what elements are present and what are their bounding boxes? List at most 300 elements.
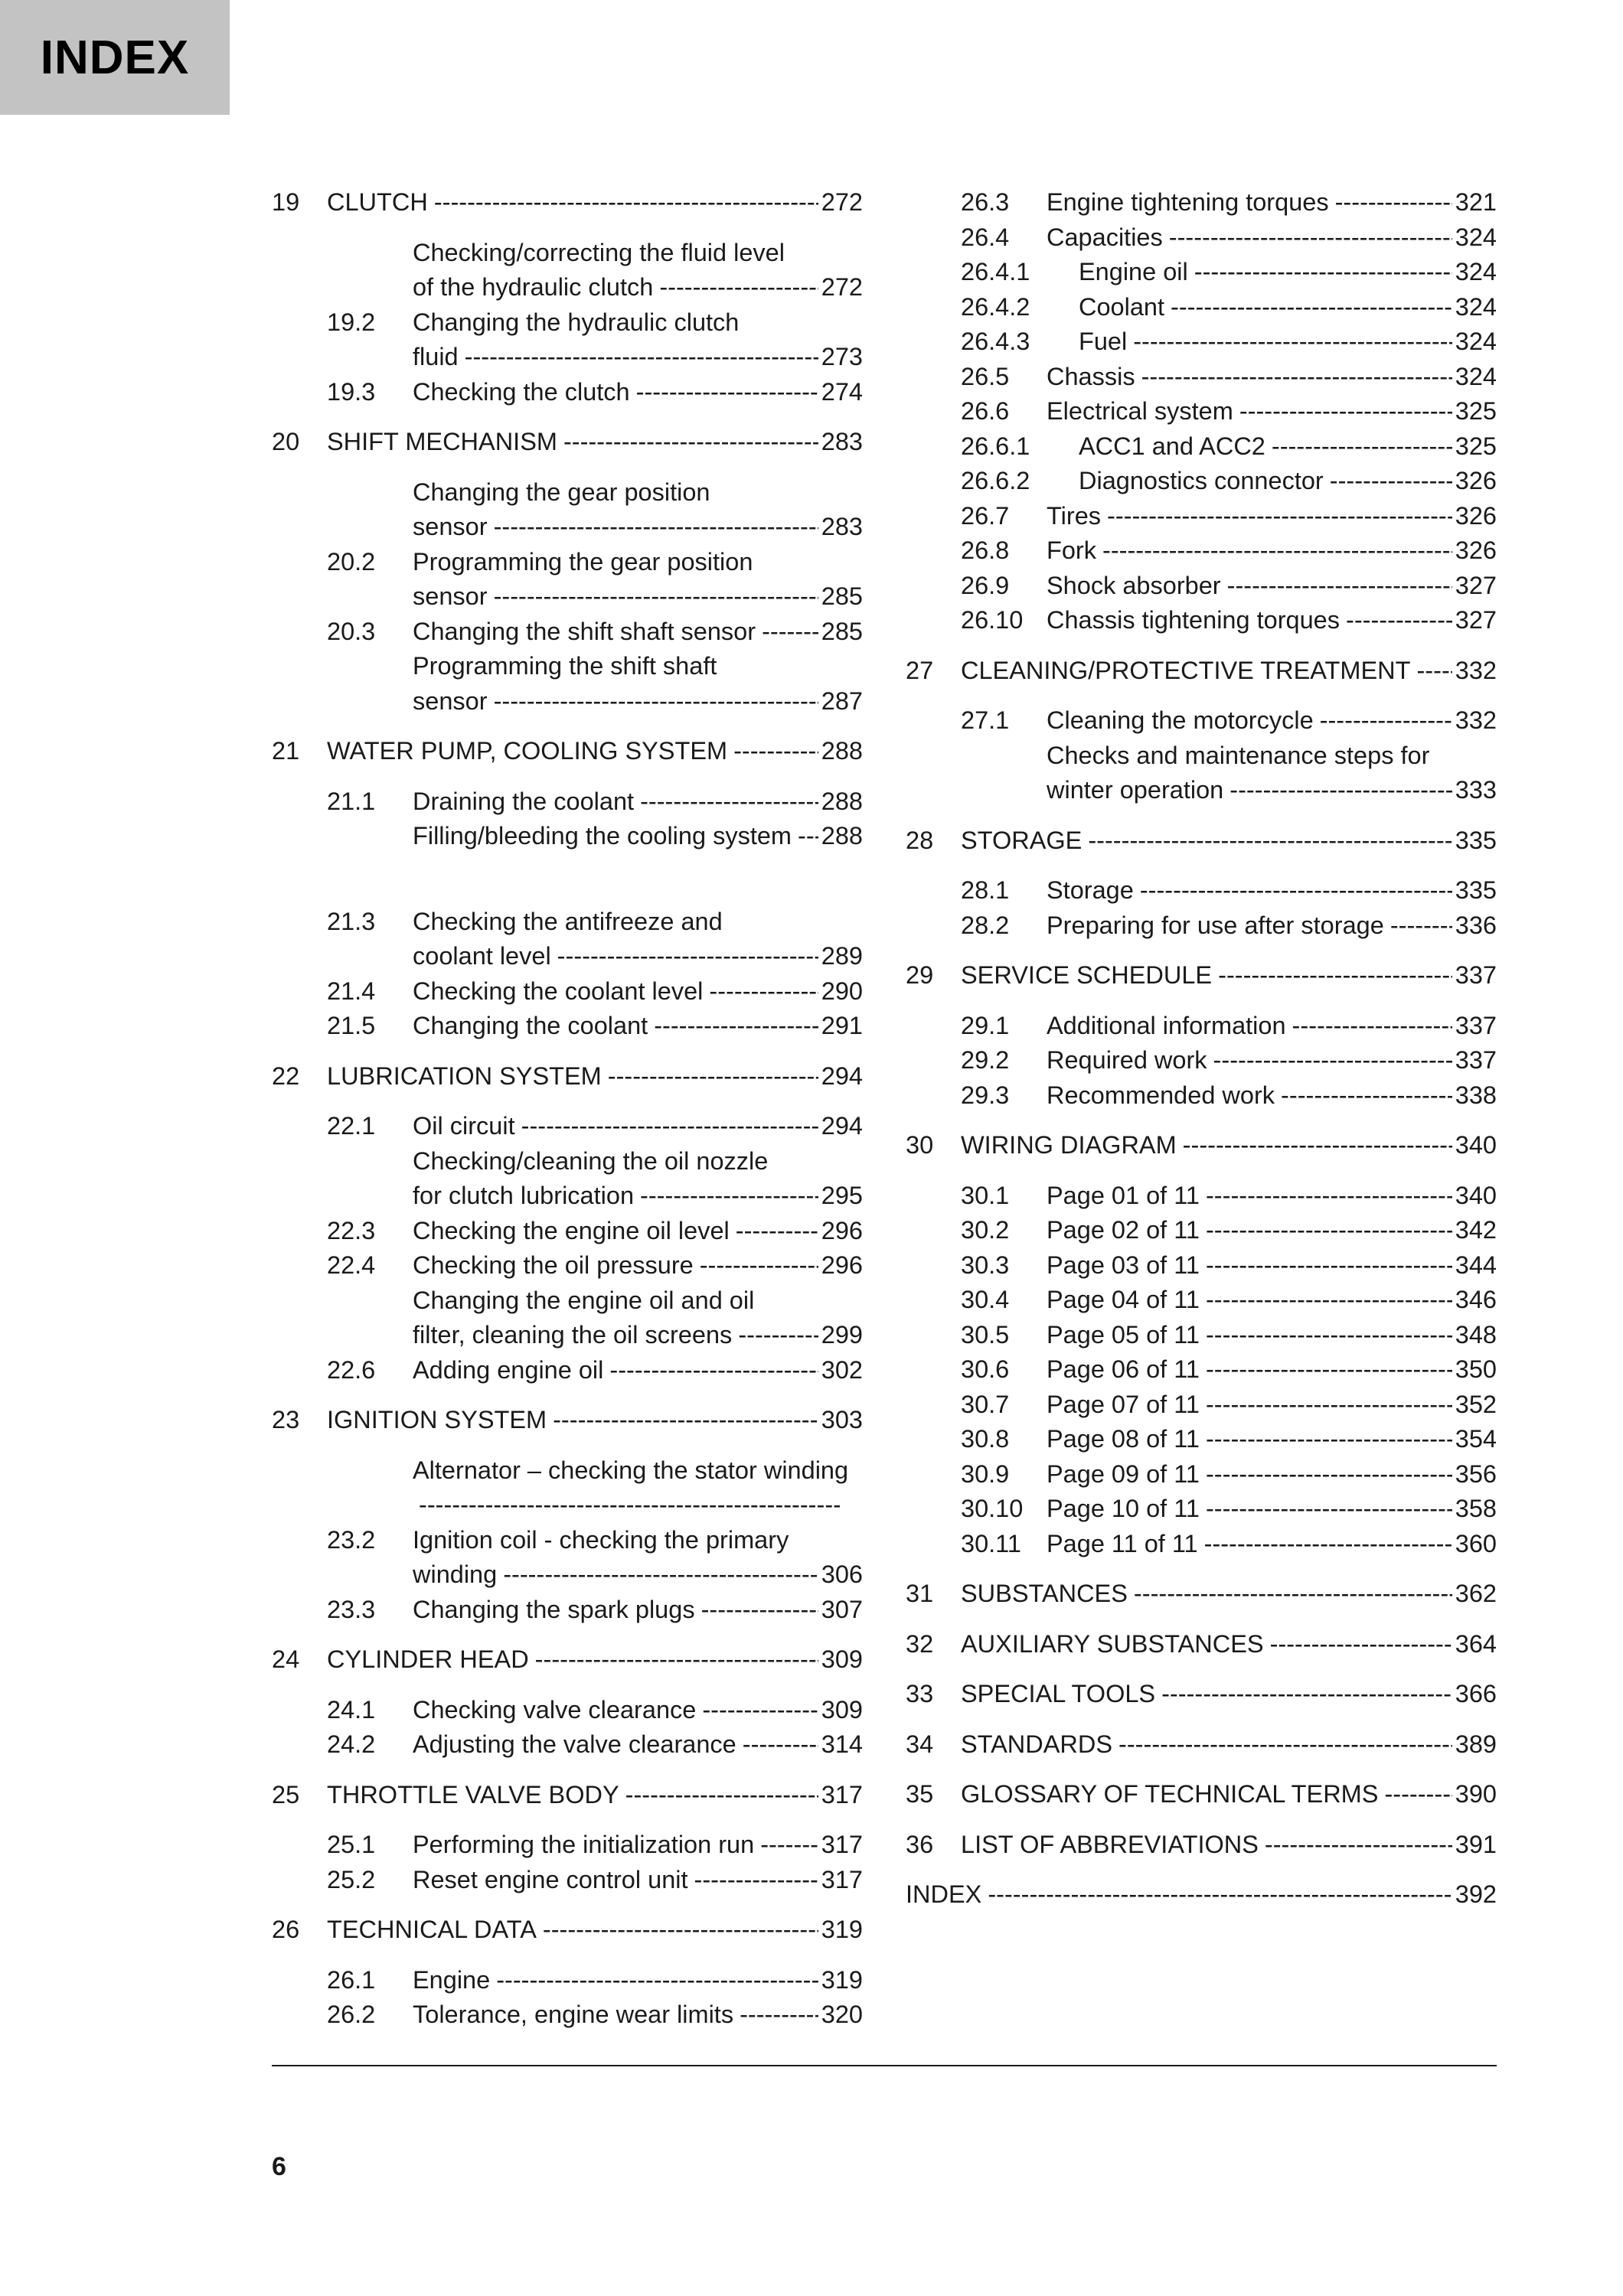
toc-section-entry[interactable] — [906, 290, 1497, 325]
toc-chapter-entry[interactable] — [906, 1877, 1497, 1913]
toc-section-entry[interactable] — [272, 305, 863, 375]
toc-entry-line — [272, 425, 863, 460]
toc-entry-number: 30.3 — [961, 1251, 1010, 1279]
toc-chapter-entry[interactable] — [272, 1059, 863, 1094]
toc-dot-leader — [1281, 1078, 1452, 1114]
toc-section-entry[interactable] — [906, 1457, 1497, 1492]
toc-page-number: 285 — [821, 582, 863, 610]
toc-dot-leader — [1272, 429, 1452, 465]
toc-section-entry[interactable] — [272, 649, 863, 719]
toc-section-entry[interactable] — [906, 1248, 1497, 1283]
toc-page-number: 283 — [821, 513, 863, 540]
toc-section-entry[interactable] — [272, 1453, 863, 1523]
toc-entry-title: Page 11 of 11 — [1047, 1529, 1198, 1557]
toc-section-entry[interactable] — [906, 873, 1497, 908]
toc-entry-number: 25.1 — [327, 1831, 376, 1858]
toc-dot-leader — [701, 1593, 818, 1628]
toc-entry-number: 26.4 — [961, 223, 1010, 251]
toc-page-number: 314 — [821, 1730, 863, 1758]
toc-entry-number: 21.1 — [327, 787, 376, 815]
toc-section-entry[interactable] — [906, 1283, 1497, 1318]
toc-entry-number: 26 — [272, 1916, 300, 1943]
toc-entry-number: 35 — [906, 1780, 934, 1808]
toc-entry-number: 22 — [272, 1062, 300, 1090]
page-number: 6 — [272, 2152, 286, 2181]
toc-dot-leader — [1088, 823, 1452, 859]
toc-entry-number: 30.4 — [961, 1286, 1010, 1313]
toc-entry-title: Checking the engine oil level — [413, 1216, 730, 1244]
toc-dot-leader — [640, 1179, 818, 1214]
toc-page-number: 356 — [1455, 1459, 1497, 1488]
toc-left-column — [272, 185, 863, 2033]
toc-entry-line — [272, 1179, 863, 1214]
toc-entry-number: 32 — [906, 1629, 934, 1658]
toc-entry-line — [272, 236, 863, 271]
toc-chapter-entry[interactable] — [906, 1677, 1497, 1712]
toc-dot-leader — [625, 1778, 818, 1813]
toc-entry-number: 30.11 — [961, 1529, 1021, 1557]
toc-section-entry[interactable] — [272, 1963, 863, 1998]
toc-section-entry[interactable] — [906, 1492, 1497, 1527]
toc-entry-number: 19.3 — [327, 377, 376, 406]
toc-dot-leader — [521, 1109, 818, 1144]
toc-section-entry[interactable] — [272, 1593, 863, 1628]
toc-dot-leader — [1206, 1388, 1452, 1423]
toc-entry-title: Changing the engine oil and oil — [413, 1286, 755, 1314]
toc-entry-number: 21.4 — [327, 977, 376, 1005]
toc-dot-leader — [1206, 1213, 1452, 1248]
toc-entry-title: Chassis tightening torques — [1047, 606, 1341, 634]
toc-chapter-entry[interactable] — [906, 1128, 1497, 1163]
toc-section-entry[interactable] — [272, 1828, 863, 1863]
toc-entry-number: 36 — [906, 1830, 934, 1858]
toc-section-entry[interactable] — [272, 1523, 863, 1593]
toc-entry-number: 22.1 — [327, 1112, 376, 1140]
toc-entry-title: CLEANING/PROTECTIVE TREATMENT — [961, 656, 1411, 684]
toc-entry-line — [272, 1488, 863, 1523]
toc-section-entry[interactable] — [272, 1863, 863, 1898]
toc-dot-leader — [1218, 958, 1452, 993]
toc-dot-leader — [743, 1727, 818, 1763]
toc-entry-title: Programming the gear position — [413, 547, 753, 576]
toc-entry-number: 30.6 — [961, 1355, 1010, 1383]
toc-page-number: 354 — [1455, 1425, 1497, 1453]
toc-page-number: 348 — [1455, 1320, 1497, 1349]
toc-entry-title: of the hydraulic clutch — [413, 273, 654, 301]
toc-page-number: 288 — [821, 787, 863, 815]
toc-entry-line — [272, 939, 863, 974]
toc-dot-leader — [636, 375, 818, 410]
toc-section-entry[interactable] — [272, 236, 863, 305]
toc-dot-leader — [740, 1998, 818, 2033]
toc-page-number: 366 — [1455, 1680, 1497, 1707]
toc-page-number: 294 — [821, 1112, 863, 1140]
toc-entry-title: Checks and maintenance steps for — [1047, 741, 1430, 769]
toc-entry-line — [906, 1777, 1497, 1812]
toc-page-number: 274 — [821, 377, 863, 406]
toc-entry-line — [272, 510, 863, 545]
footer-divider — [272, 2065, 1497, 2066]
toc-dot-leader — [1390, 908, 1452, 944]
toc-entry-line — [906, 1627, 1497, 1662]
toc-page-number: 324 — [1455, 328, 1497, 355]
toc-dot-leader — [709, 974, 818, 1009]
toc-entry-title: Engine tightening torques — [1047, 188, 1329, 216]
toc-dot-leader — [1183, 1128, 1452, 1163]
toc-page-number: 362 — [1455, 1580, 1497, 1607]
toc-section-entry[interactable] — [906, 1527, 1497, 1562]
toc-entry-title: Adding engine oil — [413, 1355, 604, 1384]
toc-chapter-entry[interactable] — [906, 1627, 1497, 1662]
toc-section-entry[interactable] — [906, 1009, 1497, 1044]
toc-entry-title: Tolerance, engine wear limits — [413, 2001, 734, 2028]
toc-entry-title: Changing the shift shaft sensor — [413, 617, 756, 645]
toc-section-entry[interactable] — [906, 1422, 1497, 1457]
toc-chapter-entry[interactable] — [906, 1727, 1497, 1763]
toc-entry-title: Engine — [413, 1965, 491, 1994]
toc-section-entry[interactable] — [906, 1352, 1497, 1388]
toc-chapter-entry[interactable] — [272, 1403, 863, 1438]
toc-dot-leader — [1206, 1318, 1452, 1353]
toc-dot-leader — [1206, 1457, 1452, 1492]
toc-section-entry[interactable] — [906, 1078, 1497, 1114]
toc-entry-number: 30.9 — [961, 1459, 1010, 1488]
toc-page-number: 320 — [821, 2001, 863, 2028]
toc-section-entry[interactable] — [272, 1144, 863, 1214]
toc-entry-title: Coolant — [1079, 292, 1165, 321]
toc-chapter-entry[interactable] — [272, 1778, 863, 1813]
toc-dot-leader — [1206, 1422, 1452, 1457]
toc-section-entry[interactable] — [906, 569, 1497, 604]
toc-page-number: 337 — [1455, 1046, 1497, 1074]
toc-entry-number: 24.1 — [327, 1695, 376, 1724]
toc-entry-title: winter operation — [1047, 776, 1224, 804]
toc-entry-number: 20 — [272, 428, 300, 455]
toc-page-number: 340 — [1455, 1181, 1497, 1209]
toc-chapter-entry[interactable] — [906, 654, 1497, 689]
toc-entry-title: Page 06 of 11 — [1047, 1355, 1200, 1383]
toc-entry-number: 28.2 — [961, 911, 1010, 939]
toc-entry-number: 21.5 — [327, 1012, 376, 1039]
toc-chapter-entry[interactable] — [272, 1642, 863, 1678]
toc-dot-leader — [1107, 499, 1452, 534]
toc-section-entry[interactable] — [272, 974, 863, 1009]
toc-entry-line — [272, 649, 863, 684]
toc-entry-number: 22.4 — [327, 1251, 376, 1279]
toc-page-number: 350 — [1455, 1355, 1497, 1383]
toc-dot-leader — [1206, 1352, 1452, 1388]
toc-entry-number: 24 — [272, 1645, 300, 1673]
toc-entry-line — [272, 1778, 863, 1813]
toc-section-entry[interactable] — [272, 375, 863, 410]
toc-section-entry[interactable] — [272, 1727, 863, 1763]
toc-entry-title: LUBRICATION SYSTEM — [327, 1062, 602, 1090]
toc-dot-leader — [1335, 185, 1452, 220]
toc-entry-number: 26.7 — [961, 501, 1010, 530]
toc-entry-title: Recommended work — [1047, 1081, 1275, 1109]
toc-section-entry[interactable] — [272, 615, 863, 650]
toc-entry-number: 28.1 — [961, 876, 1010, 904]
toc-page-number: 273 — [821, 343, 863, 370]
toc-dot-leader — [1213, 1043, 1452, 1078]
toc-entry-title: Capacities — [1047, 223, 1163, 251]
toc-entry-title: SUBSTANCES — [961, 1580, 1128, 1607]
toc-dot-leader — [434, 185, 818, 220]
toc-page-number: 283 — [821, 428, 863, 455]
toc-section-entry[interactable] — [272, 819, 863, 854]
toc-entry-title: Programming the shift shaft — [413, 652, 717, 680]
toc-dot-leader — [543, 1913, 818, 1948]
toc-dot-leader — [694, 1863, 818, 1898]
toc-entry-line — [272, 1453, 863, 1489]
toc-page-number: 327 — [1455, 606, 1497, 634]
toc-dot-leader — [1416, 654, 1452, 689]
toc-page-number: 324 — [1455, 258, 1497, 285]
toc-dot-leader — [465, 340, 818, 375]
toc-section-entry[interactable] — [272, 1109, 863, 1144]
toc-section-entry[interactable] — [906, 1213, 1497, 1248]
toc-entry-title: Changing the coolant — [413, 1012, 648, 1039]
toc-section-entry[interactable] — [906, 739, 1497, 808]
toc-dot-leader — [733, 734, 818, 769]
toc-entry-title: Shock absorber — [1047, 571, 1221, 599]
toc-entry-title: Ignition coil - checking the primary — [413, 1525, 789, 1554]
toc-page-number: 309 — [821, 1695, 863, 1724]
toc-page-number: 319 — [821, 1965, 863, 1994]
toc-page-number: 285 — [821, 617, 863, 645]
toc-entry-number: 19 — [272, 188, 300, 216]
toc-entry-number: 25.2 — [327, 1865, 376, 1893]
toc-section-entry[interactable] — [906, 325, 1497, 360]
toc-entry-number: 27 — [906, 656, 934, 684]
toc-section-entry[interactable] — [906, 255, 1497, 290]
toc-page-number: 358 — [1455, 1495, 1497, 1522]
toc-entry-number: 34 — [906, 1730, 934, 1758]
toc-chapter-entry[interactable] — [272, 185, 863, 220]
toc-chapter-entry[interactable] — [272, 1913, 863, 1948]
toc-entry-line — [272, 684, 863, 719]
toc-entry-title: CLUTCH — [327, 188, 428, 216]
toc-entry-number: 24.2 — [327, 1730, 376, 1758]
toc-chapter-entry[interactable] — [906, 1777, 1497, 1812]
toc-section-entry[interactable] — [906, 220, 1497, 256]
toc-entry-title: GLOSSARY OF TECHNICAL TERMS — [961, 1780, 1379, 1808]
toc-dot-leader — [798, 819, 818, 854]
toc-section-entry[interactable] — [906, 533, 1497, 569]
toc-section-entry[interactable] — [272, 1214, 863, 1249]
toc-entry-number: 21 — [272, 737, 300, 765]
toc-dot-leader — [608, 1059, 818, 1094]
toc-page-number: 325 — [1455, 397, 1497, 425]
toc-entry-line — [906, 958, 1497, 993]
toc-dot-leader — [494, 579, 818, 615]
toc-entry-number: 26.6.2 — [961, 467, 1030, 494]
toc-section-entry[interactable] — [906, 703, 1497, 739]
toc-page-number: 325 — [1455, 432, 1497, 460]
toc-entry-title: THROTTLE VALVE BODY — [327, 1780, 619, 1808]
toc-dot-leader — [700, 1248, 818, 1283]
toc-dot-leader — [659, 270, 818, 305]
toc-entry-line — [906, 1877, 1497, 1913]
toc-entry-line — [272, 475, 863, 510]
toc-page-number: 360 — [1455, 1529, 1497, 1557]
toc-chapter-entry[interactable] — [272, 425, 863, 460]
toc-chapter-entry[interactable] — [906, 1577, 1497, 1612]
toc-page-number: 326 — [1455, 501, 1497, 530]
toc-entry-title: Page 04 of 11 — [1047, 1286, 1200, 1313]
toc-dot-leader — [736, 1214, 818, 1249]
toc-entry-title: Adjusting the valve clearance — [413, 1730, 736, 1758]
toc-entry-number: 26.9 — [961, 571, 1010, 599]
toc-page-number: 324 — [1455, 292, 1497, 321]
toc-entry-title: Page 03 of 11 — [1047, 1251, 1200, 1279]
toc-chapter-entry[interactable] — [906, 958, 1497, 993]
toc-entry-title: Fork — [1047, 536, 1096, 564]
toc-entry-title: AUXILIARY SUBSTANCES — [961, 1629, 1264, 1658]
toc-entry-line — [906, 1677, 1497, 1712]
toc-entry-number: 26.6 — [961, 397, 1010, 425]
toc-page-number: 288 — [821, 822, 863, 850]
toc-page-number: 390 — [1455, 1780, 1497, 1808]
toc-section-entry[interactable] — [906, 185, 1497, 220]
toc-entry-title: Draining the coolant — [413, 787, 635, 815]
toc-section-entry[interactable] — [906, 499, 1497, 534]
toc-dot-leader — [419, 1488, 840, 1523]
toc-entry-line — [272, 734, 863, 769]
toc-page-number: 352 — [1455, 1390, 1497, 1418]
toc-page-number: 326 — [1455, 536, 1497, 564]
toc-entry-title: Storage — [1047, 876, 1134, 904]
toc-page-number: 364 — [1455, 1629, 1497, 1658]
toc-page-number: 296 — [821, 1216, 863, 1244]
toc-section-entry[interactable] — [906, 360, 1497, 395]
toc-entry-title: for clutch lubrication — [413, 1182, 635, 1209]
toc-entry-title: ACC1 and ACC2 — [1079, 432, 1265, 460]
toc-section-entry[interactable] — [272, 1009, 863, 1044]
toc-entry-number: 29.2 — [961, 1046, 1010, 1074]
toc-section-entry[interactable] — [906, 1179, 1497, 1214]
toc-entry-title: sensor — [413, 687, 488, 715]
toc-section-entry[interactable] — [906, 603, 1497, 638]
toc-page-number: 324 — [1455, 362, 1497, 390]
toc-page-number: 319 — [821, 1916, 863, 1943]
toc-dot-leader — [1330, 464, 1452, 499]
toc-entry-number: 23.2 — [327, 1525, 376, 1554]
toc-dot-leader — [535, 1642, 818, 1678]
toc-section-entry[interactable] — [272, 1353, 863, 1388]
toc-page-number: 321 — [1455, 188, 1497, 216]
toc-section-entry[interactable] — [272, 1248, 863, 1283]
toc-entry-number: 26.2 — [327, 2001, 376, 2028]
toc-entry-title: CYLINDER HEAD — [327, 1645, 529, 1673]
toc-section-entry[interactable] — [272, 1693, 863, 1728]
toc-entry-title: Chassis — [1047, 362, 1135, 390]
toc-entry-line — [906, 773, 1497, 808]
toc-entry-number: 26.4.2 — [961, 292, 1030, 321]
toc-entry-title: Additional information — [1047, 1011, 1286, 1039]
toc-entry-title: Checking/cleaning the oil nozzle — [413, 1146, 769, 1175]
toc-entry-number: 26.8 — [961, 536, 1010, 564]
toc-section-entry[interactable] — [906, 464, 1497, 499]
toc-dot-leader — [609, 1353, 818, 1388]
toc-entry-number: 22.6 — [327, 1355, 376, 1384]
toc-section-entry[interactable] — [906, 394, 1497, 429]
toc-dot-leader — [1346, 603, 1452, 638]
toc-entry-title: Page 05 of 11 — [1047, 1320, 1200, 1349]
index-tab — [0, 0, 230, 115]
toc-section-entry[interactable] — [906, 1388, 1497, 1423]
toc-entry-title: Performing the initialization run — [413, 1831, 755, 1858]
toc-section-entry[interactable] — [272, 1998, 863, 2033]
toc-entry-title: Page 01 of 11 — [1047, 1181, 1200, 1209]
toc-entry-line — [906, 1577, 1497, 1612]
toc-entry-title: filter, cleaning the oil screens — [413, 1321, 733, 1349]
toc-section-entry[interactable] — [272, 1283, 863, 1353]
toc-entry-number: 26.5 — [961, 362, 1010, 390]
toc-entry-title: Electrical system — [1047, 397, 1233, 425]
toc-entry-title: Diagnostics connector — [1079, 467, 1324, 494]
toc-entry-title: Fuel — [1079, 328, 1128, 355]
toc-entry-title: sensor — [413, 582, 488, 610]
toc-section-entry[interactable] — [906, 1318, 1497, 1353]
toc-entry-line — [272, 1557, 863, 1593]
toc-page-number: 337 — [1455, 961, 1497, 989]
toc-entry-title: Tires — [1047, 501, 1102, 530]
toc-page-number: 326 — [1455, 467, 1497, 494]
toc-page-number: 289 — [821, 942, 863, 970]
toc-section-entry[interactable] — [272, 545, 863, 615]
toc-section-entry[interactable] — [906, 1043, 1497, 1078]
toc-entry-number: 30.7 — [961, 1390, 1010, 1418]
toc-chapter-entry[interactable] — [272, 734, 863, 769]
toc-entry-number: 29.1 — [961, 1011, 1010, 1039]
toc-section-entry[interactable] — [906, 429, 1497, 465]
toc-entry-number: 29.3 — [961, 1081, 1010, 1109]
toc-entry-title: Preparing for use after storage — [1047, 911, 1384, 939]
toc-entry-number: 29 — [906, 961, 934, 989]
toc-section-entry[interactable] — [906, 908, 1497, 944]
toc-entry-number: 22.3 — [327, 1216, 376, 1244]
toc-entry-line — [272, 579, 863, 615]
toc-page-number: 294 — [821, 1062, 863, 1090]
toc-entry-number: 26.4.1 — [961, 258, 1030, 285]
toc-entry-title: INDEX — [906, 1880, 982, 1908]
toc-entry-title: WIRING DIAGRAM — [961, 1131, 1177, 1159]
toc-dot-leader — [1102, 533, 1452, 569]
toc-entry-title: Engine oil — [1079, 258, 1188, 285]
toc-entry-line — [272, 1144, 863, 1179]
toc-section-entry[interactable] — [272, 475, 863, 545]
toc-dot-leader — [988, 1877, 1452, 1913]
toc-dot-leader — [1292, 1009, 1452, 1044]
toc-dot-leader — [760, 1828, 818, 1863]
toc-dot-leader — [1239, 394, 1452, 429]
toc-dot-leader — [1270, 1627, 1452, 1662]
toc-section-entry[interactable] — [272, 905, 863, 974]
toc-page-number: 291 — [821, 1012, 863, 1039]
toc-page-number: 299 — [821, 1321, 863, 1349]
toc-entry-title: Checking the antifreeze and — [413, 907, 723, 935]
toc-page-number: 303 — [821, 1406, 863, 1433]
toc-chapter-entry[interactable] — [906, 823, 1497, 859]
toc-page-number: 389 — [1455, 1730, 1497, 1758]
toc-entry-number: 20.3 — [327, 617, 376, 645]
toc-chapter-entry[interactable] — [906, 1828, 1497, 1863]
toc-dot-leader — [762, 615, 818, 650]
toc-section-entry[interactable] — [272, 784, 863, 820]
toc-entry-title: TECHNICAL DATA — [327, 1916, 537, 1943]
toc-entry-number: 19.2 — [327, 308, 376, 336]
